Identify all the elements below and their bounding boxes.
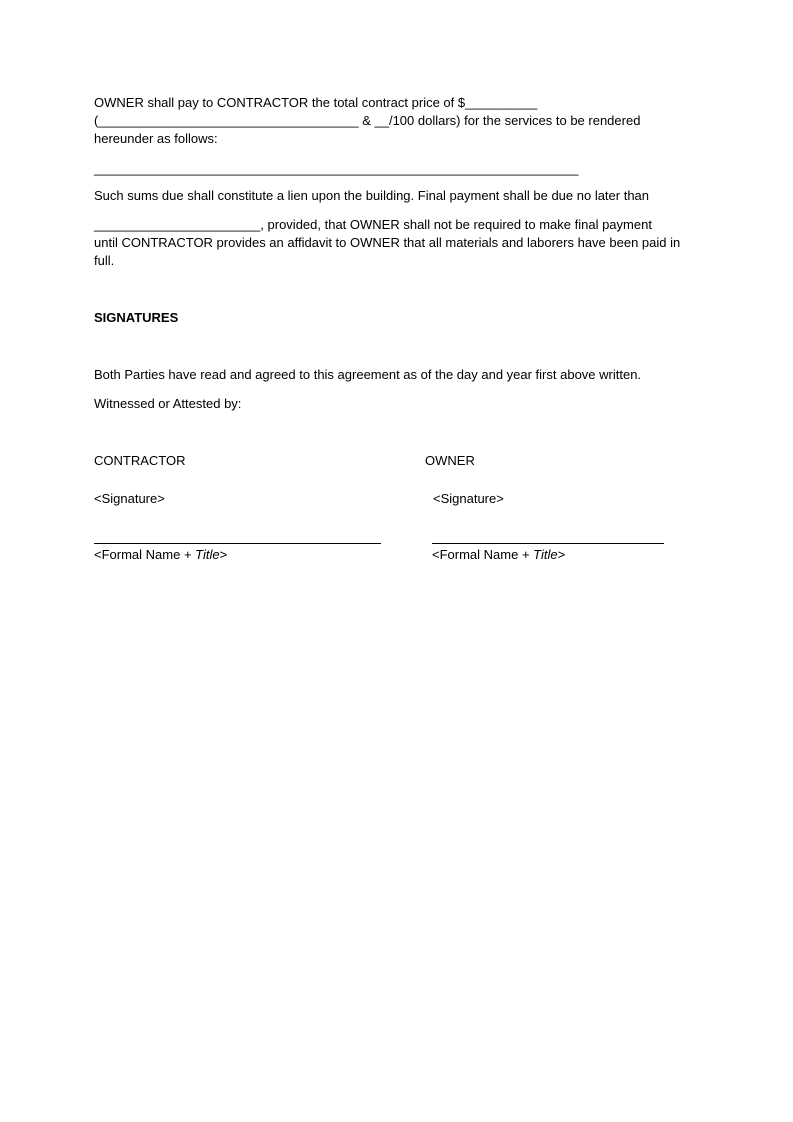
payment-line-2: (____________________________________ & __/100 dollars) for the services to be rendered [94, 113, 641, 128]
witness-text: Witnessed or Attested by: [94, 396, 242, 411]
owner-label: OWNER [425, 453, 475, 468]
owner-title-word: Title [533, 547, 558, 562]
payment-line-5: Such sums due shall constitute a lien upon the building. Final payment shall be due no later than [94, 188, 650, 203]
contractor-title-word: Title [195, 547, 220, 562]
owner-signature-placeholder: <Signature> [433, 491, 504, 506]
payment-line-1: OWNER shall pay to CONTRACTOR the total contract price of $__________ [94, 95, 538, 110]
payment-line-3: hereunder as follows: [94, 131, 218, 146]
owner-name-prefix: <Formal Name + [432, 547, 534, 562]
agreement-text: Both Parties have read and agreed to this agreement as of the day and year first above written. [94, 367, 642, 382]
contractor-name-title [94, 546, 227, 564]
owner-name-title [432, 546, 565, 564]
payment-line-6: _______________________, provided, that OWNER shall not be required to make final payment [94, 217, 652, 232]
payment-schedule-blank: ___________________________________________________________________ [94, 161, 579, 176]
contractor-signature-line [94, 543, 381, 544]
payment-line-8: full. [94, 253, 115, 268]
owner-name-suffix: > [557, 547, 566, 562]
contractor-name-prefix: <Formal Name + [94, 547, 196, 562]
contractor-signature-placeholder: <Signature> [94, 491, 165, 506]
contractor-label: CONTRACTOR [94, 453, 186, 468]
signatures-heading: SIGNATURES [94, 310, 179, 325]
contractor-name-suffix: > [219, 547, 228, 562]
payment-line-7: until CONTRACTOR provides an affidavit to OWNER that all materials and laborers have been paid in [94, 235, 681, 250]
owner-signature-line [432, 543, 664, 544]
